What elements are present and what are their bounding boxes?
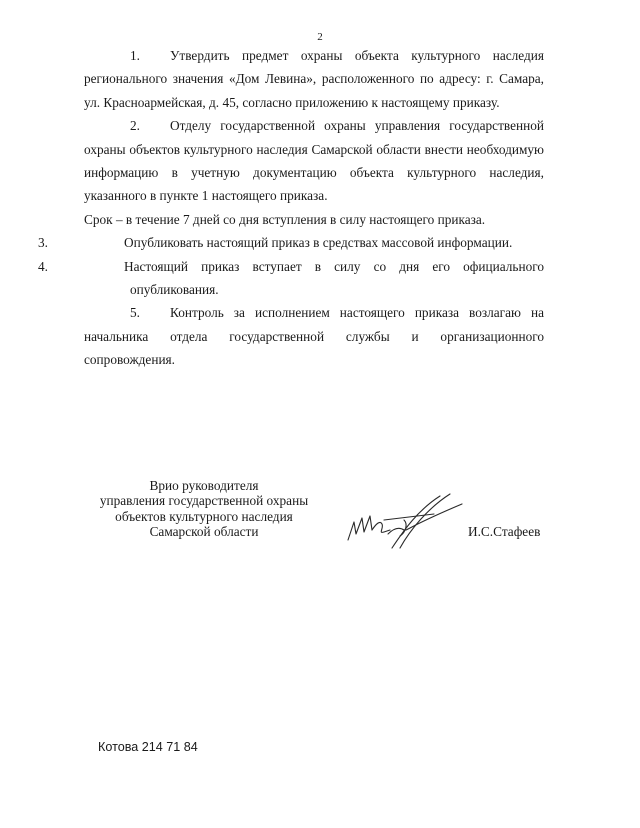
order-item-5 <box>84 301 544 371</box>
item-number: 2. <box>130 118 140 134</box>
order-item-2 <box>84 114 544 208</box>
signatory-title-line: объектов культурного наследия <box>115 508 293 524</box>
signatory-title <box>84 478 324 540</box>
deadline-note <box>38 208 544 231</box>
handwritten-signature-icon <box>344 490 468 552</box>
order-item-1 <box>84 44 544 114</box>
executor-contact: Котова 214 71 84 <box>98 740 198 754</box>
order-body <box>38 44 544 372</box>
order-item-3 <box>38 231 544 254</box>
signatory-title-line: Самарской области <box>149 524 259 540</box>
item-text: Опубликовать настоящий приказ в средствах массовой информации. <box>124 235 513 251</box>
item-text: Отделу государственной охраны управления государственной охраны объектов культурного наследия Самарской области внести необходимую информацию в учетную документацию объекта культурного наследия, указанного в пункте 1 настоящего приказа. <box>84 118 544 204</box>
signer-name: И.С.Стафеев <box>468 524 541 539</box>
item-text: Утвердить предмет охраны объекта культурного наследия регионального значения «Дом Левина», расположенного по адресу: г. Самара, ул. Красноармейская, д. 45, согласно приложению к настоящему приказу. <box>84 48 544 110</box>
page-number: 2 <box>317 31 323 43</box>
item-number: 4. <box>38 258 48 274</box>
order-item-4 <box>38 255 544 302</box>
item-text: Настоящий приказ вступает в силу со дня его официального опубликования. <box>124 258 544 298</box>
signatory-title-line: Врио руководителя <box>149 478 259 493</box>
deadline-text: Срок – в течение 7 дней со дня вступления в силу настоящего приказа. <box>84 211 486 227</box>
signatory-title-line: управления государственной охраны <box>99 493 309 509</box>
item-number: 1. <box>130 48 140 63</box>
item-number: 3. <box>38 235 48 251</box>
item-text: Контроль за исполнением настоящего приказа возлагаю на начальника отдела государственной службы и организационного сопровождения. <box>84 305 544 368</box>
item-number: 5. <box>130 305 140 321</box>
